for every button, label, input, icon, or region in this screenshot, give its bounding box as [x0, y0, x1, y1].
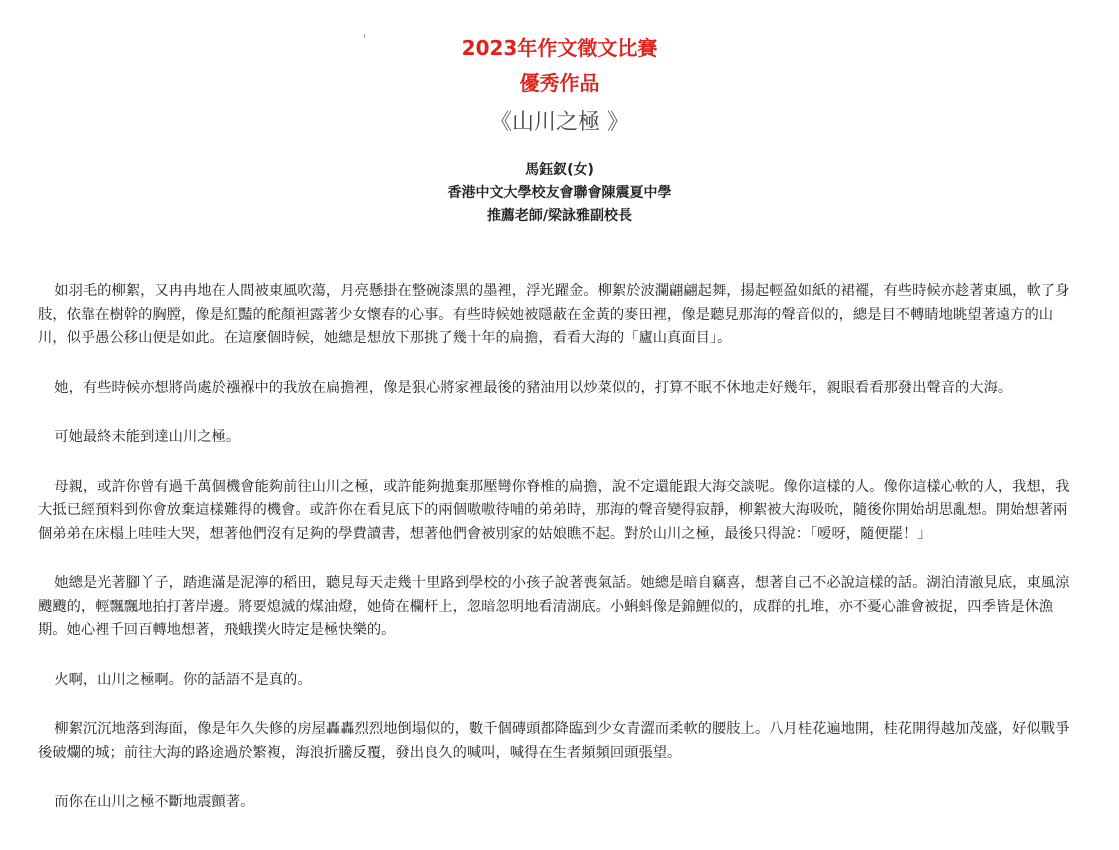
- school-name: 香港中文大學校友會聯會陳震夏中學: [447, 185, 672, 201]
- paragraph: 如羽毛的柳絮，又冉冉地在人間被東風吹蕩，月亮懸掛在整碗漆黑的墨裡，浮光躍金。柳絮於波瀾翩翩起舞，揚起輕盈如紙的裙襬，有些時候亦趁著東風，軟了身肢，依靠在樹幹的胸膛，像是紅豔的酡顏袒露著少女懷春的心事。有些時候她被隱蔽在金黃的麥田裡，像是聽見那海的聲音似的，總是目不轉睛地眺望著遠方的山川，似乎愚公移山便是如此。在這麼個時候，她總是想放下那挑了幾十年的扁擔，看看大海的「廬山真面目」。: [38, 283, 1070, 346]
- paragraph: 火啊，山川之極啊。你的話語不是真的。: [40, 671, 312, 688]
- contest-title: 2023年作文徵文比賽: [461, 36, 658, 60]
- paragraph: 她，有些時候亦想將尚處於襁褓中的我放在扁擔裡，像是狠心將家裡最後的豬油用以炒菜似的，打算不眠不休地走好幾年，親眼看看那發出聲音的大海。: [40, 379, 1013, 396]
- award-heading: 優秀作品: [519, 71, 600, 95]
- paragraph: 她總是光著腳丫子，踏進滿是泥濘的稻田，聽見每天走幾十里路到學校的小孩子說著喪氣話。她總是暗自竊喜，想著自己不必說這樣的話。湖泊清澈見底，東風涼颼颼的，輕飄飄地拍打著岸邊。將要熄滅的煤油燈，她倚在欄杆上，忽暗忽明地看清湖底。小蝌蚪像是錦鯉似的，成群的扎堆，亦不憂心誰會被捉，四季皆是休漁期。她心裡千回百轉地想著，飛蛾撲火時定是極快樂的。: [38, 575, 1070, 638]
- paragraph: 柳絮沉沉地落到海面，像是年久失修的房屋轟轟烈烈地倒塌似的，數千個磚頭都降臨到少女青澀而柔軟的腰肢上。八月桂花遍地開，桂花開得越加茂盛，好似戰爭後破爛的城；前往大海的路途過於繁複，海浪折騰反覆，發出良久的喊叫，喊得在生者頻頻回頭張望。: [38, 721, 1070, 761]
- top-divider-mark: [364, 34, 365, 38]
- author-name: 馬鈺釵(女): [525, 162, 594, 178]
- recommending-teacher: 推薦老師/梁詠雅副校長: [486, 208, 633, 224]
- paragraph: 母親，或許你曾有過千萬個機會能夠前往山川之極，或許能夠拋棄那壓彎你脊椎的扁擔，說不定還能跟大海交談呢。像你這樣的人。像你這樣心軟的人，我想，我大抵已經預料到你會放棄這樣難得的機會。或許你在看見底下的兩個嗷嗷待哺的弟弟時，那海的聲音變得寂靜，柳絮被大海吸吮，隨後你開始胡思亂想。開始想著兩個弟弟在床榻上哇哇大哭，想著他們沒有足夠的學費讀書，想著他們會被別家的姑娘瞧不起。對於山川之極，最後只得說：「嗳呀，隨便罷！」: [38, 478, 1070, 542]
- author-info: [0, 159, 1119, 228]
- paragraph: 而你在山川之極不斷地震顫著。: [40, 794, 255, 810]
- article-header: [0, 34, 1119, 228]
- essay-title: 《山川之極 》: [490, 110, 629, 135]
- essay-body: [38, 280, 1081, 841]
- paragraph: 可她最終未能到達山川之極。: [40, 429, 241, 445]
